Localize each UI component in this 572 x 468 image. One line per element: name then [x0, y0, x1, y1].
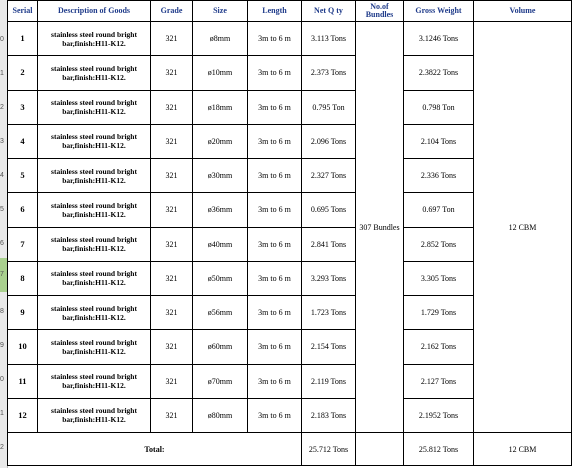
cell-gross-weight[interactable]: 2.1952 Tons	[404, 398, 474, 432]
cell-size[interactable]: ø20mm	[193, 124, 248, 158]
cell-net-qty[interactable]: 2.373 Tons	[302, 56, 356, 90]
row-header-label[interactable]: 2	[0, 104, 4, 111]
cell-net-qty[interactable]: 2.841 Tons	[302, 227, 356, 261]
cell-description[interactable]: stainless steel round bright bar,finish:H11-K12.	[38, 330, 151, 364]
cell-serial[interactable]: 12	[8, 398, 38, 432]
total-gross-weight[interactable]: 25.812 Tons	[404, 433, 474, 466]
row-header-label[interactable]: 0	[0, 376, 4, 383]
cell-grade[interactable]: 321	[151, 124, 193, 158]
header-description[interactable]: Description of Goods	[38, 1, 151, 22]
row-header-label[interactable]: 8	[0, 308, 4, 315]
cell-grade[interactable]: 321	[151, 193, 193, 227]
cell-size[interactable]: ø40mm	[193, 227, 248, 261]
header-length[interactable]: Length	[248, 1, 302, 22]
row-header-label[interactable]: 1	[0, 410, 4, 417]
cell-size[interactable]: ø50mm	[193, 261, 248, 295]
cell-serial[interactable]: 2	[8, 56, 38, 90]
cell-grade[interactable]: 321	[151, 330, 193, 364]
cell-description[interactable]: stainless steel round bright bar,finish:H11-K12.	[38, 227, 151, 261]
cell-length[interactable]: 3m to 6 m	[248, 398, 302, 432]
cell-size[interactable]: ø18mm	[193, 90, 248, 124]
cell-length[interactable]: 3m to 6 m	[248, 364, 302, 398]
cell-size[interactable]: ø80mm	[193, 398, 248, 432]
header-volume[interactable]: Volume	[474, 1, 572, 22]
header-size[interactable]: Size	[193, 1, 248, 22]
header-row	[8, 1, 572, 22]
cell-length[interactable]: 3m to 6 m	[248, 261, 302, 295]
total-net-qty[interactable]: 25.712 Tons	[302, 433, 356, 466]
cell-length[interactable]: 3m to 6 m	[248, 56, 302, 90]
cell-serial[interactable]: 4	[8, 124, 38, 158]
cell-gross-weight[interactable]: 2.3822 Tons	[404, 56, 474, 90]
cell-grade[interactable]: 321	[151, 261, 193, 295]
cell-net-qty[interactable]: 2.119 Tons	[302, 364, 356, 398]
cell-volume-merged[interactable]: 12 CBM	[474, 22, 572, 433]
cell-length[interactable]: 3m to 6 m	[248, 227, 302, 261]
packing-list-table	[7, 0, 572, 466]
cell-serial[interactable]: 6	[8, 193, 38, 227]
row-header-label[interactable]: 1	[0, 70, 4, 77]
cell-net-qty[interactable]: 2.096 Tons	[302, 124, 356, 158]
cell-serial[interactable]: 7	[8, 227, 38, 261]
cell-net-qty[interactable]: 2.327 Tons	[302, 159, 356, 193]
cell-description[interactable]: stainless steel round bright bar,finish:H11-K12.	[38, 56, 151, 90]
row-header-label[interactable]: 5	[0, 206, 4, 213]
cell-description[interactable]: stainless steel round bright bar,finish:H11-K12.	[38, 364, 151, 398]
header-grade[interactable]: Grade	[151, 1, 193, 22]
cell-gross-weight[interactable]: 0.798 Ton	[404, 90, 474, 124]
cell-gross-weight[interactable]: 3.1246 Tons	[404, 22, 474, 56]
header-serial[interactable]: Serial	[8, 1, 38, 22]
cell-description[interactable]: stainless steel round bright bar,finish:H11-K12.	[38, 296, 151, 330]
cell-size[interactable]: ø60mm	[193, 330, 248, 364]
cell-description[interactable]: stainless steel round bright bar,finish:H11-K12.	[38, 159, 151, 193]
total-label[interactable]: Total:	[8, 433, 302, 466]
cell-gross-weight[interactable]: 2.162 Tons	[404, 330, 474, 364]
total-bundles-empty[interactable]	[356, 433, 404, 466]
cell-grade[interactable]: 321	[151, 398, 193, 432]
cell-length[interactable]: 3m to 6 m	[248, 90, 302, 124]
cell-net-qty[interactable]: 2.154 Tons	[302, 330, 356, 364]
cell-gross-weight[interactable]: 2.852 Tons	[404, 227, 474, 261]
cell-serial[interactable]: 3	[8, 90, 38, 124]
cell-grade[interactable]: 321	[151, 364, 193, 398]
cell-length[interactable]: 3m to 6 m	[248, 159, 302, 193]
row-header-label[interactable]: 0	[0, 36, 4, 43]
cell-serial[interactable]: 5	[8, 159, 38, 193]
cell-description[interactable]: stainless steel round bright bar,finish:H11-K12.	[38, 22, 151, 56]
cell-gross-weight[interactable]: 2.127 Tons	[404, 364, 474, 398]
cell-net-qty[interactable]: 0.795 Ton	[302, 90, 356, 124]
header-net-qty[interactable]: Net Q ty	[302, 1, 356, 22]
cell-size[interactable]: ø10mm	[193, 56, 248, 90]
total-row	[8, 433, 572, 466]
cell-grade[interactable]: 321	[151, 22, 193, 56]
cell-gross-weight[interactable]: 3.305 Tons	[404, 261, 474, 295]
cell-size[interactable]: ø36mm	[193, 193, 248, 227]
cell-description[interactable]: stainless steel round bright bar,finish:H11-K12.	[38, 124, 151, 158]
cell-gross-weight[interactable]: 2.104 Tons	[404, 124, 474, 158]
cell-serial[interactable]: 9	[8, 296, 38, 330]
cell-serial[interactable]: 11	[8, 364, 38, 398]
row-header-label[interactable]: 4	[0, 172, 4, 179]
cell-net-qty[interactable]: 0.695 Tons	[302, 193, 356, 227]
cell-grade[interactable]: 321	[151, 56, 193, 90]
cell-size[interactable]: ø8mm	[193, 22, 248, 56]
row-header-label-active[interactable]: 7	[0, 258, 7, 292]
row-header-label[interactable]: 3	[0, 138, 4, 145]
cell-description[interactable]: stainless steel round bright bar,finish:H11-K12.	[38, 398, 151, 432]
cell-gross-weight[interactable]: 2.336 Tons	[404, 159, 474, 193]
cell-description[interactable]: stainless steel round bright bar,finish:H11-K12.	[38, 193, 151, 227]
cell-grade[interactable]: 321	[151, 159, 193, 193]
cell-serial[interactable]: 1	[8, 22, 38, 56]
cell-grade[interactable]: 321	[151, 90, 193, 124]
row-header-label[interactable]: 2	[0, 444, 4, 451]
cell-gross-weight[interactable]: 1.729 Tons	[404, 296, 474, 330]
header-bundles[interactable]: No.of Bundles	[356, 1, 404, 22]
cell-net-qty[interactable]: 3.293 Tons	[302, 261, 356, 295]
cell-grade[interactable]: 321	[151, 227, 193, 261]
header-gross-weight[interactable]: Gross Weight	[404, 1, 474, 22]
cell-serial[interactable]: 10	[8, 330, 38, 364]
cell-length[interactable]: 3m to 6 m	[248, 330, 302, 364]
cell-description[interactable]: stainless steel round bright bar,finish:H11-K12.	[38, 90, 151, 124]
cell-size[interactable]: ø70mm	[193, 364, 248, 398]
cell-length[interactable]: 3m to 6 m	[248, 193, 302, 227]
cell-net-qty[interactable]: 1.723 Tons	[302, 296, 356, 330]
table-row	[8, 22, 572, 56]
total-volume[interactable]: 12 CBM	[474, 433, 572, 466]
cell-grade[interactable]: 321	[151, 296, 193, 330]
cell-size[interactable]: ø56mm	[193, 296, 248, 330]
row-header-label[interactable]: 9	[0, 342, 4, 349]
cell-length[interactable]: 3m to 6 m	[248, 124, 302, 158]
cell-serial[interactable]: 8	[8, 261, 38, 295]
row-header-label[interactable]: 6	[0, 240, 4, 247]
cell-size[interactable]: ø30mm	[193, 159, 248, 193]
cell-net-qty[interactable]: 3.113 Tons	[302, 22, 356, 56]
cell-description[interactable]: stainless steel round bright bar,finish:H11-K12.	[38, 261, 151, 295]
cell-length[interactable]: 3m to 6 m	[248, 296, 302, 330]
cell-bundles-merged[interactable]: 307 Bundles	[356, 22, 404, 433]
cell-net-qty[interactable]: 2.183 Tons	[302, 398, 356, 432]
cell-length[interactable]: 3m to 6 m	[248, 22, 302, 56]
cell-gross-weight[interactable]: 0.697 Ton	[404, 193, 474, 227]
